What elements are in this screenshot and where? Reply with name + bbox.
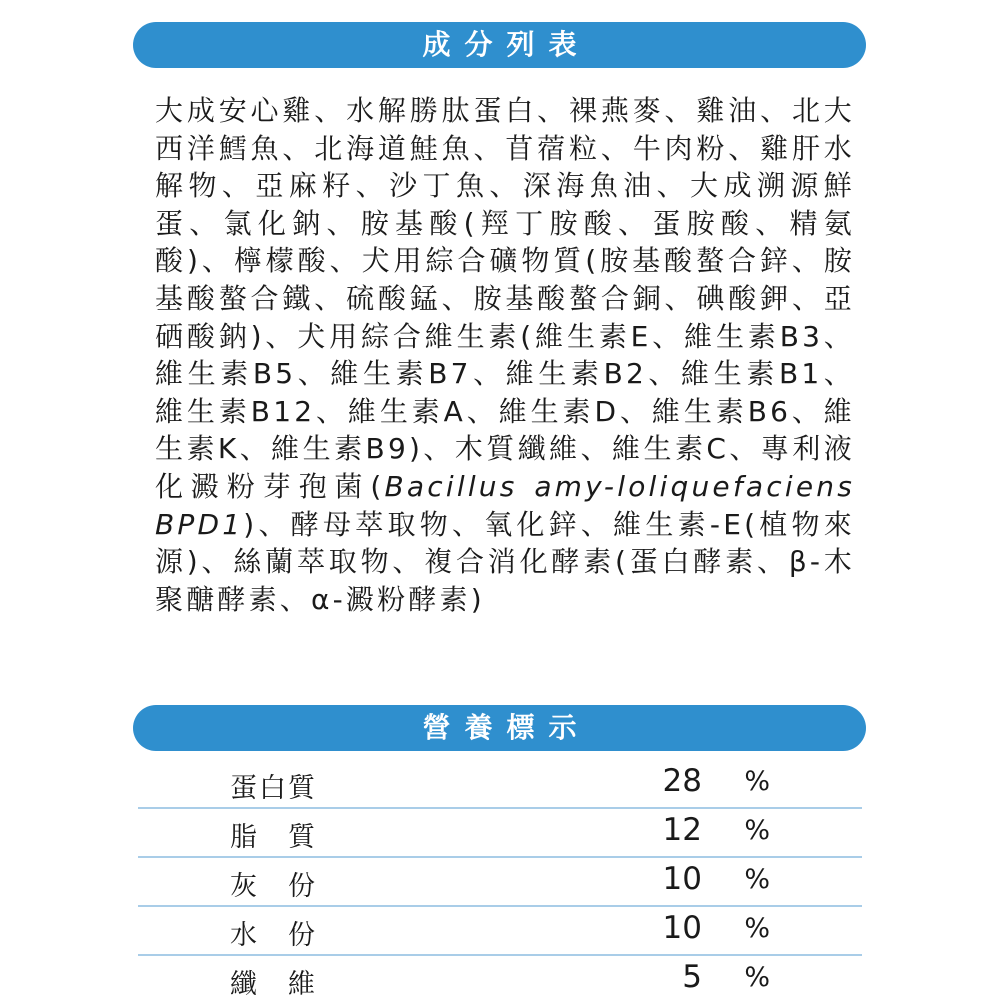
nutrient-unit: % <box>744 815 770 846</box>
nutrition-row-protein <box>138 760 862 809</box>
nutrient-unit: % <box>744 766 770 797</box>
nutrition-row-moisture <box>138 907 862 956</box>
nutrient-name: 蛋白質 <box>230 773 317 804</box>
nutrient-unit: % <box>744 864 770 895</box>
ingredients-section-header: 成分列表 <box>133 22 866 68</box>
nutrition-table <box>138 760 862 1003</box>
nutrient-value: 10 <box>662 910 702 946</box>
nutrient-unit: % <box>744 913 770 944</box>
ingredients-list <box>155 92 855 618</box>
nutrient-name: 水 份 <box>230 920 317 951</box>
nutrient-value: 5 <box>682 959 702 995</box>
nutrient-unit: % <box>744 962 770 993</box>
nutrient-value: 28 <box>662 763 702 799</box>
ingredients-text-tail: )、酵母萃取物、氧化鋅、維生素-E(植物來源)、絲蘭萃取物、複合消化酵素(蛋白酵素、β-木聚醣酵素、α-澱粉酵素) <box>155 507 855 616</box>
nutrient-name: 脂 質 <box>230 822 317 853</box>
ingredients-latin-name: Bacillus amy-loliquefaciens BPD1 <box>155 469 856 541</box>
nutrient-value: 12 <box>662 812 702 848</box>
nutrition-section-header: 營養標示 <box>133 705 866 751</box>
ingredients-text-main: 大成安心雞、水解勝肽蛋白、裸燕麥、雞油、北大西洋鱈魚、北海道鮭魚、苜蓿粒、牛肉粉、雞肝水解物、亞麻籽、沙丁魚、深海魚油、大成溯源鮮蛋、氯化鈉、胺基酸(羥丁胺酸、蛋胺酸、精氨酸)、檸檬酸、犬用綜合礦物質(胺基酸螯合鋅、胺基酸螯合鐵、硫酸錳、胺基酸螯合銅、碘酸鉀、亞硒酸鈉)、犬用綜合維生素(維生素E、維生素B3、維生素B5、維生素B7、維生素B2、維生素B1、維生素B12、維生素A、維生素D、維生素B6、維生素K、維生素B9)、木質纖維、維生素C、專利液化澱粉芽孢菌( <box>155 94 855 503</box>
nutrient-name: 灰 份 <box>230 871 317 902</box>
nutrition-row-ash <box>138 858 862 907</box>
nutrition-row-fat <box>138 809 862 858</box>
nutrient-value: 10 <box>662 861 702 897</box>
nutrient-name: 纖 維 <box>230 969 317 1000</box>
nutrition-row-fiber <box>138 956 862 1003</box>
